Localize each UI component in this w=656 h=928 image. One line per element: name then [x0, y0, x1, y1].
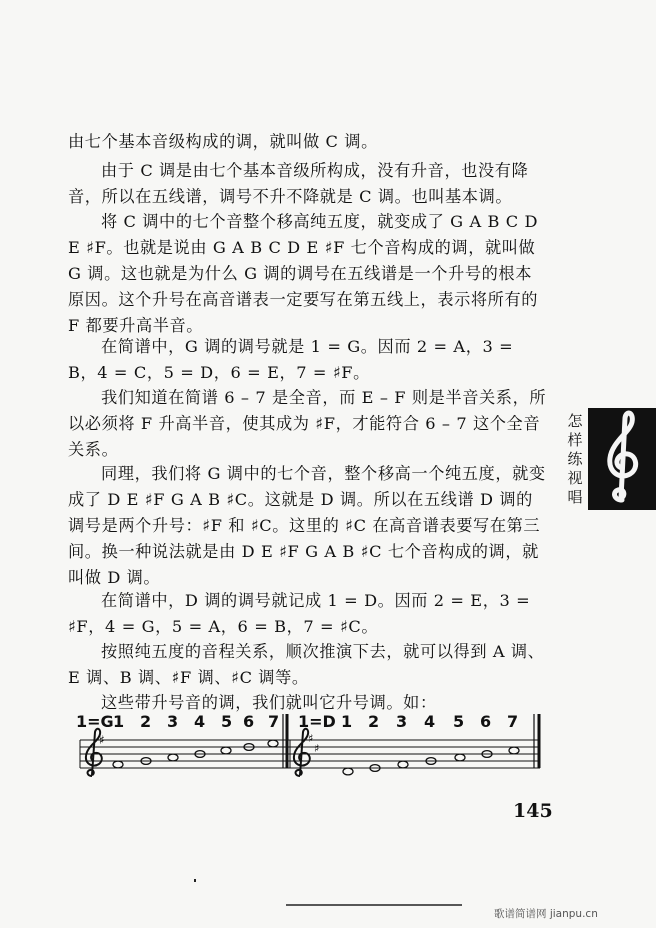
paragraph-6: 同理，我们将 G 调中的七个音，整个移高一个纯五度，就变成了 D E ♯F G A B ♯C。这就是 D 调。所以在五线谱 D 调的调号是两个升号：♯F 和 ♯C。这里的 ♯C 在高音谱表要写在第三间。换一种说法就是由 D E ♯F G A B ♯C 七个音构成的调，就叫做 D 调。 [68, 464, 546, 587]
d-note-5: 5 [453, 712, 465, 731]
d-note-7: 7 [507, 712, 519, 731]
paragraph-3: 将 C 调中的七个音整个移高纯五度，就变成了 G A B C D E ♯F。也就是说由 G A B C D E ♯F 七个音构成的调，就叫做 G 调。这也就是为什么 G 调的调号在五线谱是一个升号的根本原因。这个升号在高音谱表一定要写在第五线上，表示将所有的 F 都要升高半音。 [68, 212, 539, 335]
treble-clef-icon [588, 408, 656, 510]
scan-dot [194, 879, 196, 882]
paragraph-5: 我们知道在简谱 6 – 7 是全音，而 E – F 则是半音关系，所以必须将 F 升高半音，使其成为 ♯F，才能符合 6 – 7 这个全音关系。 [68, 388, 547, 459]
g-key-label: 1=G [76, 712, 114, 731]
paragraph-1: 由七个基本音级构成的调，就叫做 C 调。 [68, 132, 378, 151]
staff-notation [76, 714, 546, 780]
d-key-sharp-f: ♯ [308, 732, 314, 745]
g-note-1: 1 [113, 712, 125, 731]
chapter-tab-box [588, 408, 656, 510]
paragraph-2: 由于 C 调是由七个基本音级所构成，没有升音，也没有降音，所以在五线谱，调号不升不降就是 C 调。也叫基本调。 [68, 161, 529, 206]
paragraph-4: 在简谱中，G 调的调号就是 1 = G。因而 2 = A，3 = B，4 = C，5 = D，6 = E，7 = ♯F。 [68, 337, 514, 382]
d-key-sharp-c: ♯ [314, 742, 320, 755]
paragraph-7: 在简谱中，D 调的调号就记成 1 = D。因而 2 = E，3 = ♯F，4 = G，5 = A，6 = B，7 = ♯C。 [68, 591, 531, 636]
d-note-1: 1 [341, 712, 353, 731]
d-note-2: 2 [368, 712, 380, 731]
d-key-label: 1=D [298, 712, 336, 731]
scan-line [286, 904, 462, 906]
paragraph-9: 这些带升号音的调，我们就叫它升号调。如： [101, 693, 437, 712]
g-note-4: 4 [194, 712, 206, 731]
paragraph-8: 按照纯五度的音程关系，顺次推演下去，就可以得到 A 调、E 调、B 调、♯F 调、♯C 调等。 [68, 642, 545, 687]
chapter-side-label: 怎样练视唱 [567, 412, 583, 506]
g-note-7: 7 [268, 712, 280, 731]
d-note-4: 4 [424, 712, 436, 731]
d-note-3: 3 [396, 712, 408, 731]
g-key-sharp: ♯ [99, 733, 105, 747]
g-note-6: 6 [243, 712, 255, 731]
g-note-3: 3 [167, 712, 179, 731]
watermark: 歌谱简谱网 jianpu.cn [494, 908, 598, 920]
g-note-5: 5 [221, 712, 233, 731]
g-note-2: 2 [140, 712, 152, 731]
page-number: 145 [513, 800, 553, 822]
d-note-6: 6 [480, 712, 492, 731]
